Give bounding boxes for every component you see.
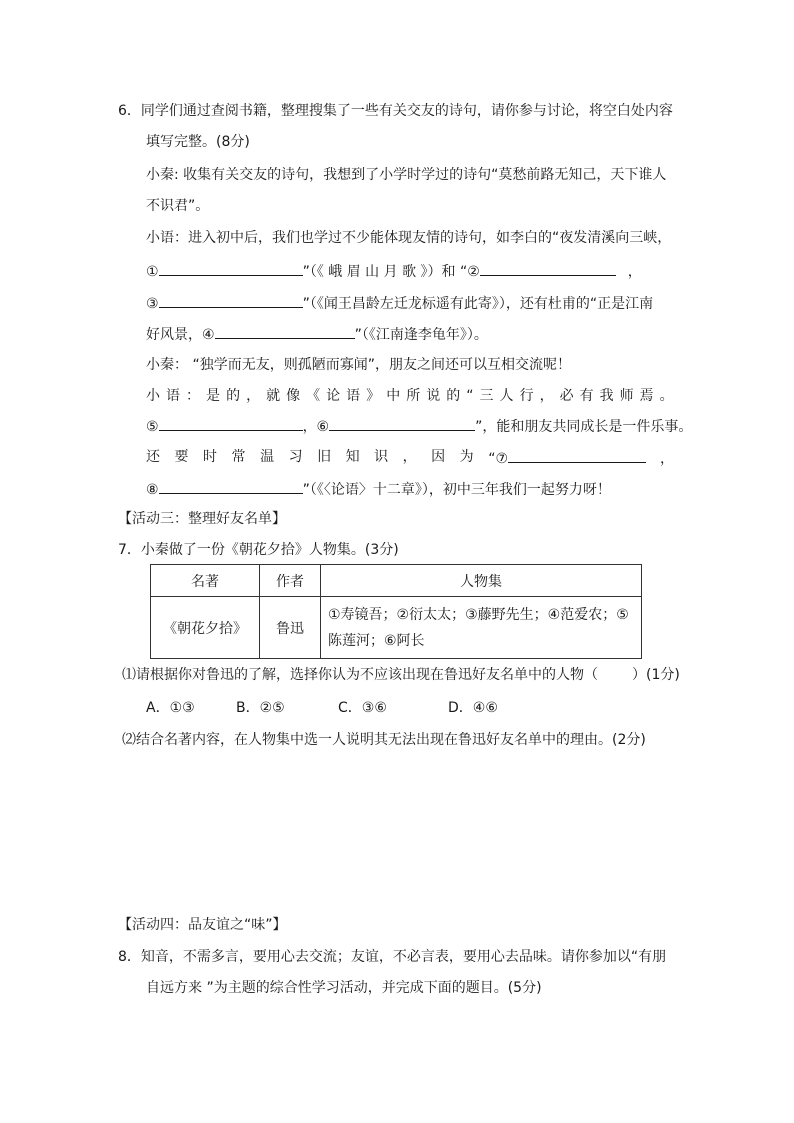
char: 所: [406, 388, 421, 404]
char: 是: [206, 388, 221, 404]
char: 行: [519, 388, 534, 404]
char: 就: [266, 388, 281, 404]
sub1-text: ⑴请根据你对鲁迅的了解，选择你认为不应该出现在鲁迅好友名单中的人物（: [122, 667, 598, 683]
mid-text: ，⑥: [302, 419, 330, 435]
q7-options: [146, 698, 498, 718]
source-text: ”（《〈论语〉十二章》），初中三年我们一起努力呀！: [302, 482, 611, 498]
char: 知: [345, 449, 360, 465]
q6-xiaoqin-line2: 不识君”。: [146, 198, 210, 214]
q6-blank-line-1-2: [146, 260, 642, 282]
source-text: ”，能和朋友共同成长是一件乐事。: [475, 419, 693, 435]
q7-sub1: [122, 665, 680, 685]
char: 。: [659, 388, 674, 404]
activity3-heading: 【活动三：整理好友名单】: [118, 511, 286, 527]
option-a[interactable]: A．①③: [146, 700, 195, 716]
table-header-row: [151, 565, 642, 597]
source-text: ”（《闻王昌龄左迁龙标遥有此寄》），还有杜甫的“正是江南: [302, 296, 654, 312]
char: 的: [226, 388, 241, 404]
q6-blank-line-3: [146, 292, 653, 314]
answer-blank-1[interactable]: [159, 260, 303, 276]
header-author: 作者: [260, 565, 321, 597]
table-row: [151, 597, 642, 659]
char: 语: [346, 388, 361, 404]
char: 温: [260, 449, 275, 465]
punct: ，: [660, 451, 674, 467]
sub1-score: ）(1分): [632, 667, 680, 683]
answer-blank-7[interactable]: [508, 447, 646, 463]
option-b[interactable]: B．②⑤: [236, 700, 285, 716]
char: 中: [386, 388, 401, 404]
punct: ，: [627, 264, 642, 280]
characters-line2: 陈莲河；⑥阿长: [328, 632, 425, 649]
char: 焉: [639, 388, 654, 404]
char: 说: [426, 388, 441, 404]
char: 人: [499, 388, 514, 404]
q6-blank-line-4: [146, 323, 488, 345]
q7-stem: 7．小秦做了一份《朝花夕拾》人物集。(3分): [118, 542, 399, 558]
char: 像: [286, 388, 301, 404]
answer-blank-8[interactable]: [159, 478, 303, 494]
source-text: ”（《江南逢李龟年》）。: [354, 327, 488, 343]
cell-author: 鲁迅: [260, 597, 321, 659]
char: ，: [539, 388, 554, 404]
char: 旧: [317, 449, 332, 465]
char: 小: [146, 388, 160, 404]
q6-stem-line1: 6．同学们通过查阅书籍，整理搜集了一些有关交友的诗句，请你参与讨论，将空白处内容: [118, 103, 673, 119]
answer-blank-2[interactable]: [480, 260, 616, 276]
option-c[interactable]: C．③⑥: [338, 700, 387, 716]
q6-blank-line-8: [146, 478, 611, 500]
char: 要: [174, 449, 189, 465]
header-characters: 人物集: [321, 565, 642, 597]
char: 常: [231, 449, 246, 465]
char: ：: [186, 388, 201, 404]
blank-label: ⑤: [146, 419, 159, 435]
activity4-heading: 【活动四：品友谊之“味”】: [118, 917, 287, 933]
char: 语: [166, 388, 181, 404]
char: 时: [203, 449, 218, 465]
char: 》: [366, 388, 381, 404]
blank-label: “⑦: [488, 451, 508, 467]
q6-stem-line2: 填写完整。(8分): [146, 134, 250, 150]
char: 因: [431, 449, 446, 465]
q6-xiaoyu-line1: 小语：进入初中后，我们也学过不少能体现友情的诗句，如李白的“夜发清溪向三峡，: [146, 230, 672, 246]
blank-label: ①: [146, 264, 159, 280]
char: 有: [579, 388, 594, 404]
char: “: [466, 388, 474, 404]
q7-sub2: ⑵结合名著内容，在人物集中选一人说明其无法出现在鲁迅好友名单中的理由。(2分): [122, 732, 646, 748]
char: 为: [459, 449, 474, 465]
answer-blank-6[interactable]: [329, 415, 475, 431]
char: 《: [306, 388, 321, 404]
char: 三: [479, 388, 494, 404]
q6-xiaoyu-line3: [146, 447, 674, 469]
characters-line1: ①寿镜吾；②衍太太；③藤野先生；④范爱农；⑤: [328, 606, 629, 623]
char: 还: [146, 449, 160, 465]
answer-blank-3[interactable]: [159, 292, 303, 308]
char: ，: [246, 388, 261, 404]
q6-xiaoqin-line3: 小秦： “独学而无友，则孤陋而寡闻”，朋友之间还可以互相交流呢！: [146, 357, 571, 373]
blank-label: ⑧: [146, 482, 159, 498]
character-table: [150, 564, 642, 659]
line-text: 好风景，④: [146, 327, 215, 343]
char: 识: [374, 449, 389, 465]
cell-characters: [321, 597, 642, 659]
char: 必: [559, 388, 574, 404]
q6-xiaoyu-line2: [146, 386, 674, 406]
q6-xiaoqin-line1: 小秦: 收集有关交友的诗句，我想到了小学时学过的诗句“莫愁前路无知己，天下谁人: [146, 167, 667, 183]
q6-blank-line-5-6: [146, 415, 692, 437]
source-text: ”（《 峨 眉 山 月 歌 》）和 “②: [302, 264, 480, 280]
char: 习: [288, 449, 303, 465]
char: ，: [402, 449, 417, 465]
blank-label: ③: [146, 296, 159, 312]
cell-book: 《朝花夕拾》: [151, 597, 260, 659]
answer-blank-5[interactable]: [159, 415, 303, 431]
option-d[interactable]: D．④⑥: [448, 700, 498, 716]
char: 师: [619, 388, 634, 404]
char: 我: [599, 388, 614, 404]
answer-blank-4[interactable]: [215, 323, 355, 339]
header-book: 名著: [151, 565, 260, 597]
q8-stem-line1: 8．知音，不需多言，要用心去交流；友谊，不必言表，要用心去品味。请你参加以“有朋: [118, 949, 667, 965]
char: 的: [446, 388, 461, 404]
blank-7-group: [488, 447, 674, 469]
q8-stem-line2: 自远方来 ”为主题的综合性学习活动，并完成下面的题目。(5分): [146, 980, 542, 996]
char: 论: [326, 388, 341, 404]
